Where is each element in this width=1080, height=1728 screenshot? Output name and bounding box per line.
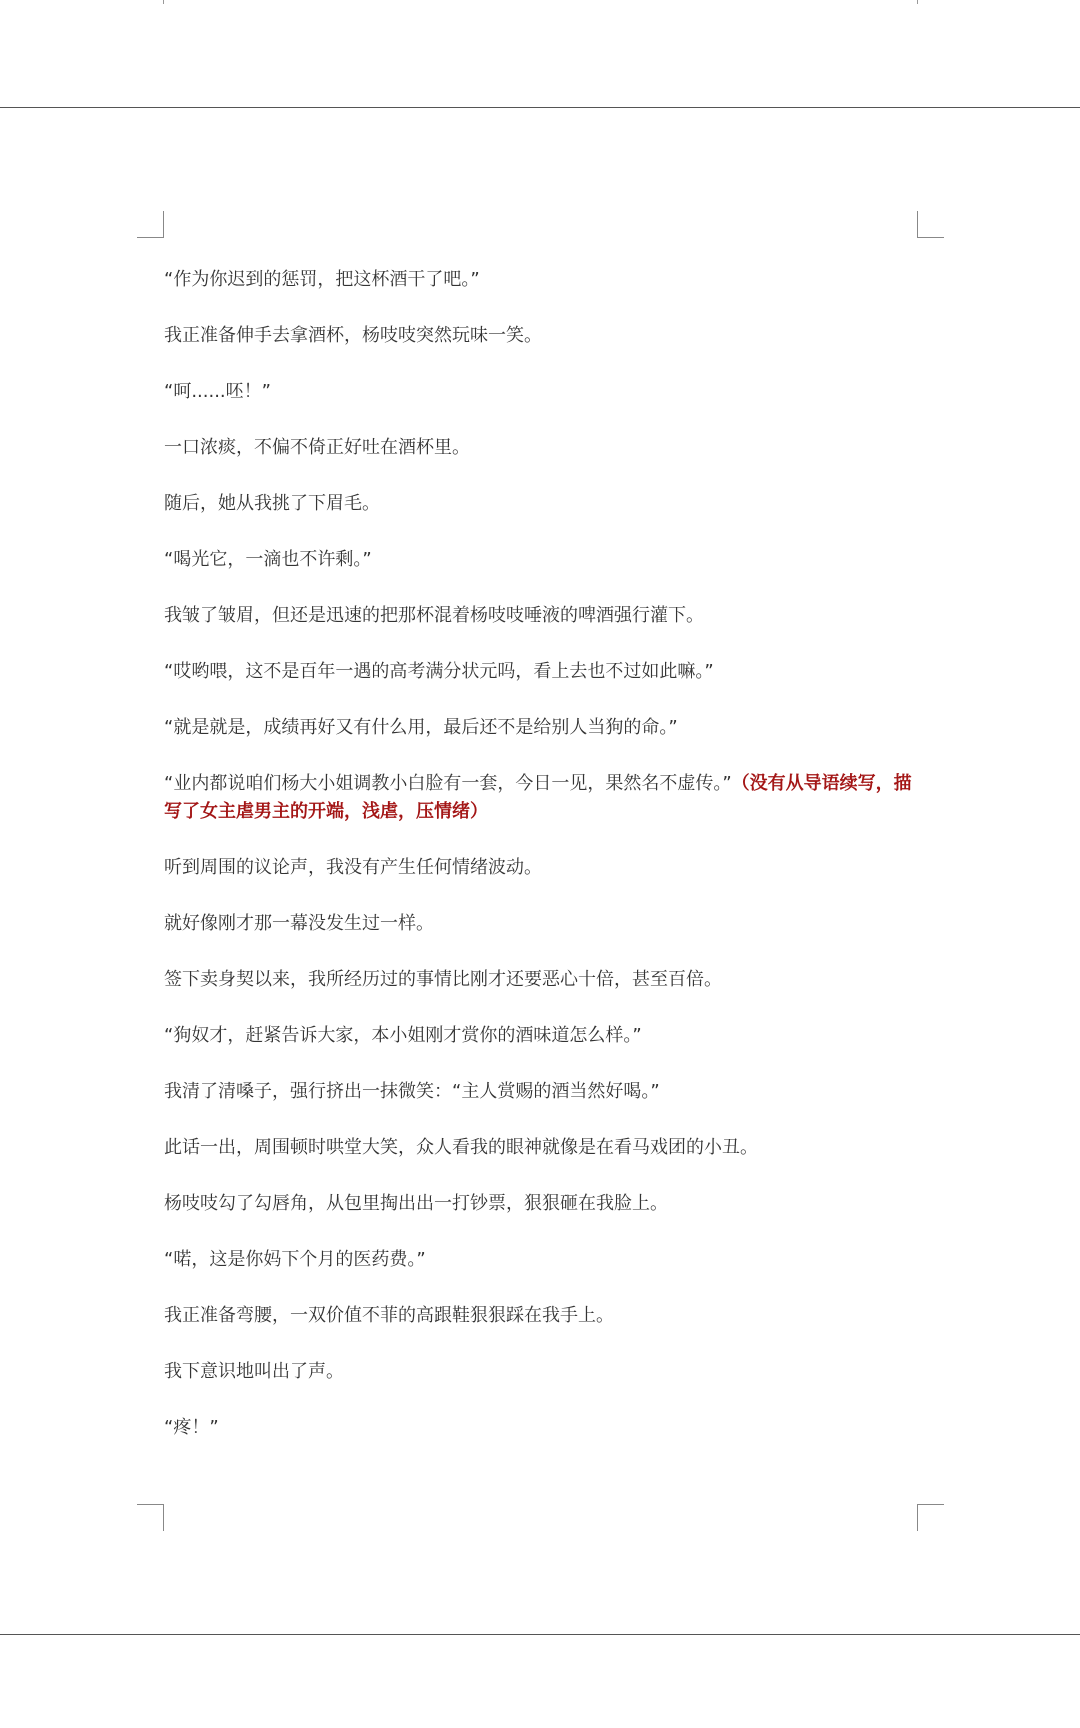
paragraph-text: 我清了清嗓子，强行挤出一抹微笑：“主人赏赐的酒当然好喝。” — [164, 1081, 660, 1102]
paragraph — [164, 266, 920, 294]
paragraph-text: “狗奴才，赶紧告诉大家，本小姐刚才赏你的酒味道怎么样。” — [164, 1025, 642, 1046]
paragraph-text: “就是就是，成绩再好又有什么用，最后还不是给别人当狗的命。” — [164, 717, 678, 738]
document-body — [164, 266, 920, 1470]
paragraph — [164, 1078, 920, 1106]
paragraph-text: “哎哟喂，这不是百年一遇的高考满分状元吗，看上去也不过如此嘛。” — [164, 661, 714, 682]
paragraph-text: 一口浓痰，不偏不倚正好吐在酒杯里。 — [164, 437, 470, 458]
paragraph-text: 此话一出，周围顿时哄堂大笑，众人看我的眼神就像是在看马戏团的小丑。 — [164, 1137, 758, 1158]
paragraph — [164, 378, 920, 406]
paragraph-with-annotation — [164, 770, 920, 826]
paragraph — [164, 966, 920, 994]
paragraph — [164, 714, 920, 742]
paragraph-text: 我皱了皱眉，但还是迅速的把那杯混着杨吱吱唾液的啤酒强行灌下。 — [164, 605, 704, 626]
paragraph-text: “业内都说咱们杨大小姐调教小白脸有一套，今日一见，果然名不虚传。” — [164, 773, 732, 794]
crop-mark-top-left — [137, 211, 164, 238]
paragraph-text: 杨吱吱勾了勾唇角，从包里掏出出一打钞票，狠狠砸在我脸上。 — [164, 1193, 668, 1214]
paragraph-text: 我下意识地叫出了声。 — [164, 1361, 344, 1382]
page-bottom-edge — [0, 1634, 1080, 1635]
paragraph-text: “作为你迟到的惩罚，把这杯酒干了吧。” — [164, 269, 480, 290]
crop-mark-top-right — [917, 211, 944, 238]
paragraph-text: “呵......呸！” — [164, 381, 271, 402]
paragraph — [164, 602, 920, 630]
paragraph — [164, 434, 920, 462]
paragraph — [164, 1022, 920, 1050]
paragraph-text: “喏，这是你妈下个月的医药费。” — [164, 1249, 426, 1270]
page-top-edge — [0, 107, 1080, 108]
paragraph-text: “喝光它，一滴也不许剩。” — [164, 549, 372, 570]
paragraph — [164, 1134, 920, 1162]
paragraph-text: 听到周围的议论声，我没有产生任何情绪波动。 — [164, 857, 542, 878]
paragraph-text: 我正准备弯腰，一双价值不菲的高跟鞋狠狠踩在我手上。 — [164, 1305, 614, 1326]
paragraph-text: 就好像刚才那一幕没发生过一样。 — [164, 913, 434, 934]
page-corner-tick-left — [163, 0, 164, 4]
paragraph — [164, 1302, 920, 1330]
paragraph — [164, 854, 920, 882]
crop-mark-bottom-left — [137, 1504, 164, 1531]
paragraph — [164, 1358, 920, 1386]
crop-mark-bottom-right — [917, 1504, 944, 1531]
paragraph — [164, 490, 920, 518]
paragraph — [164, 546, 920, 574]
paragraph-text: 我正准备伸手去拿酒杯，杨吱吱突然玩味一笑。 — [164, 325, 542, 346]
editor-annotation: （没有从导语续写，描写了女主虐男主的开端，浅虐，压情绪） — [164, 773, 912, 822]
paragraph-text: 随后，她从我挑了下眉毛。 — [164, 493, 380, 514]
paragraph — [164, 658, 920, 686]
paragraph — [164, 1190, 920, 1218]
paragraph — [164, 1414, 920, 1442]
paragraph-text: 签下卖身契以来，我所经历过的事情比刚才还要恶心十倍，甚至百倍。 — [164, 969, 722, 990]
paragraph — [164, 1246, 920, 1274]
paragraph-text: “疼！” — [164, 1417, 219, 1438]
page-corner-tick-right — [917, 0, 918, 4]
paragraph — [164, 322, 920, 350]
paragraph — [164, 910, 920, 938]
